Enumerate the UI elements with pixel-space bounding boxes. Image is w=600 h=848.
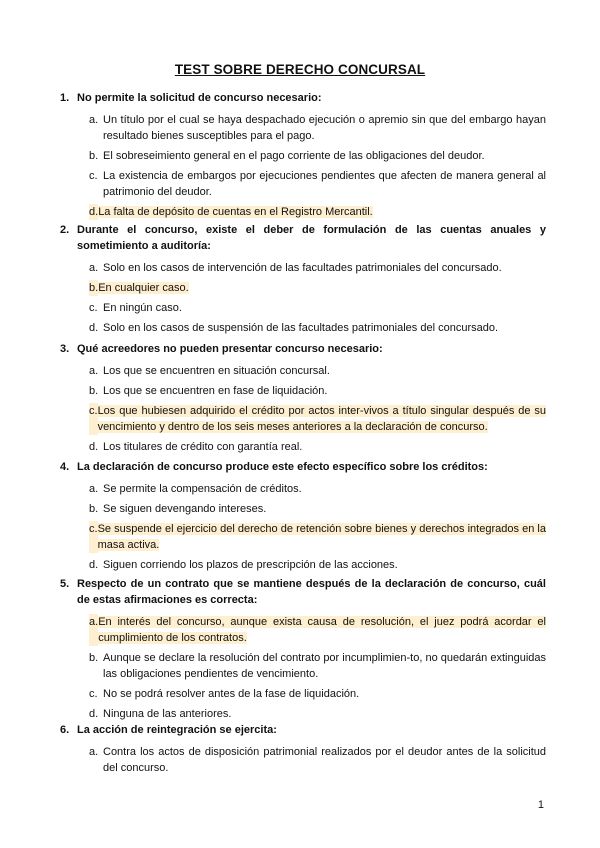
option-text: Contra los actos de disposición patrimonial realizados por el deudor antes de la solicitud del concurso. (103, 746, 546, 774)
option-letter: c. (89, 170, 98, 182)
option-text: Ninguna de las anteriores. (103, 708, 232, 720)
question-text: Respecto de un contrato que se mantiene después de la declaración de concurso, cuál de estas afirmaciones es correcta: (77, 578, 546, 606)
question-header (60, 222, 546, 254)
option-letter: a. (89, 365, 99, 377)
question-text: La declaración de concurso produce este efecto específico sobre los créditos: (77, 461, 488, 473)
option-text: Se siguen devengando intereses. (103, 503, 267, 515)
option-text: Un título por el cual se haya despachado ejecución o apremio sin que del embargo hayan resultado bienes susceptibles para el pago. (103, 114, 546, 142)
question-header (60, 722, 546, 738)
option-text: Siguen corriendo los plazos de prescripción de las acciones. (103, 559, 398, 571)
option-b (89, 148, 546, 164)
option-d (89, 320, 546, 336)
option-text: Los que se encuentren en situación concursal. (103, 365, 330, 377)
question-text: Durante el concurso, existe el deber de formulación de las cuentas anuales y sometimiento a auditoría: (77, 224, 546, 252)
option-a (89, 112, 546, 144)
option-b (89, 501, 546, 517)
option-text: Los titulares de crédito con garantía real. (103, 441, 303, 453)
option-text: Solo en los casos de intervención de las facultades patrimoniales del concursado. (103, 262, 502, 274)
option-letter: d. (89, 441, 99, 453)
option-letter: a. (89, 616, 99, 628)
option-a (89, 363, 546, 379)
option-letter: b. (89, 503, 99, 515)
option-letter: d. (89, 322, 99, 334)
option-text: No se podrá resolver antes de la fase de liquidación. (103, 688, 360, 700)
option-letter: c. (89, 523, 98, 535)
option-letter: d. (89, 206, 99, 218)
question-header (60, 576, 546, 608)
option-letter: b. (89, 652, 99, 664)
option-letter: b. (89, 282, 99, 294)
option-text: En cualquier caso. (98, 282, 189, 294)
option-letter: d. (89, 559, 99, 571)
page-number: 1 (537, 799, 544, 811)
question-header (60, 90, 546, 106)
option-d (89, 706, 546, 722)
option-text: Los que se encuentren en fase de liquidación. (103, 385, 328, 397)
question-number: 4. (60, 461, 70, 473)
option-d (89, 557, 546, 573)
option-text: Se permite la compensación de créditos. (103, 483, 302, 495)
option-text: Aunque se declare la resolución del contrato por incumplimien-to, no quedarán extinguidas las obligaciones pendientes de vencimiento. (103, 652, 546, 680)
option-letter: a. (89, 483, 99, 495)
option-text: Los que hubiesen adquirido el crédito por actos inter-vivos a título singular después de su vencimiento y dentro de los seis meses anteriores a la declaración de concurso. (97, 405, 546, 433)
question-text: La acción de reintegración se ejercita: (77, 724, 277, 736)
option-letter: a. (89, 746, 99, 758)
option-b (89, 383, 546, 399)
option-text: La falta de depósito de cuentas en el Registro Mercantil. (98, 206, 373, 218)
option-text: En interés del concurso, aunque exista causa de resolución, el juez podrá acordar el cumplimiento de los contratos. (98, 616, 546, 644)
question-header (60, 459, 546, 475)
document-title: TEST SOBRE DERECHO CONCURSAL (174, 62, 426, 77)
option-c (89, 300, 546, 316)
question-text: No permite la solicitud de concurso necesario: (77, 92, 322, 104)
option-b-highlighted (89, 280, 546, 296)
option-c (89, 168, 546, 200)
question-3 (60, 341, 546, 455)
option-a-highlighted (89, 614, 546, 646)
option-text: Se suspende el ejercicio del derecho de retención sobre bienes y derechos integrados en la masa activa. (97, 523, 546, 551)
option-c-highlighted (89, 521, 546, 553)
option-c-highlighted (89, 403, 546, 435)
option-letter: c. (89, 405, 98, 417)
option-a (89, 481, 546, 497)
option-letter: a. (89, 114, 99, 126)
option-letter: b. (89, 150, 99, 162)
question-header (60, 341, 546, 357)
question-2 (60, 222, 546, 336)
option-letter: c. (89, 688, 98, 700)
option-letter: c. (89, 302, 98, 314)
option-a (89, 744, 546, 776)
option-text: Solo en los casos de suspensión de las facultades patrimoniales del concursado. (103, 322, 499, 334)
option-d-highlighted (89, 204, 546, 220)
question-number: 1. (60, 92, 70, 104)
question-number: 6. (60, 724, 70, 736)
option-letter: d. (89, 708, 99, 720)
option-a (89, 260, 546, 276)
option-text: El sobreseimiento general en el pago corriente de las obligaciones del deudor. (103, 150, 485, 162)
option-text: La existencia de embargos por ejecuciones pendientes que afecten de manera general al patrimonio del deudor. (103, 170, 546, 198)
question-text: Qué acreedores no pueden presentar concurso necesario: (77, 343, 383, 355)
option-b (89, 650, 546, 682)
option-letter: a. (89, 262, 99, 274)
question-number: 3. (60, 343, 70, 355)
question-4 (60, 459, 546, 573)
question-number: 2. (60, 224, 70, 236)
question-number: 5. (60, 578, 70, 590)
question-5 (60, 576, 546, 722)
option-letter: b. (89, 385, 99, 397)
question-6 (60, 722, 546, 776)
option-d (89, 439, 546, 455)
option-text: En ningún caso. (103, 302, 182, 314)
option-c (89, 686, 546, 702)
question-1 (60, 90, 546, 220)
